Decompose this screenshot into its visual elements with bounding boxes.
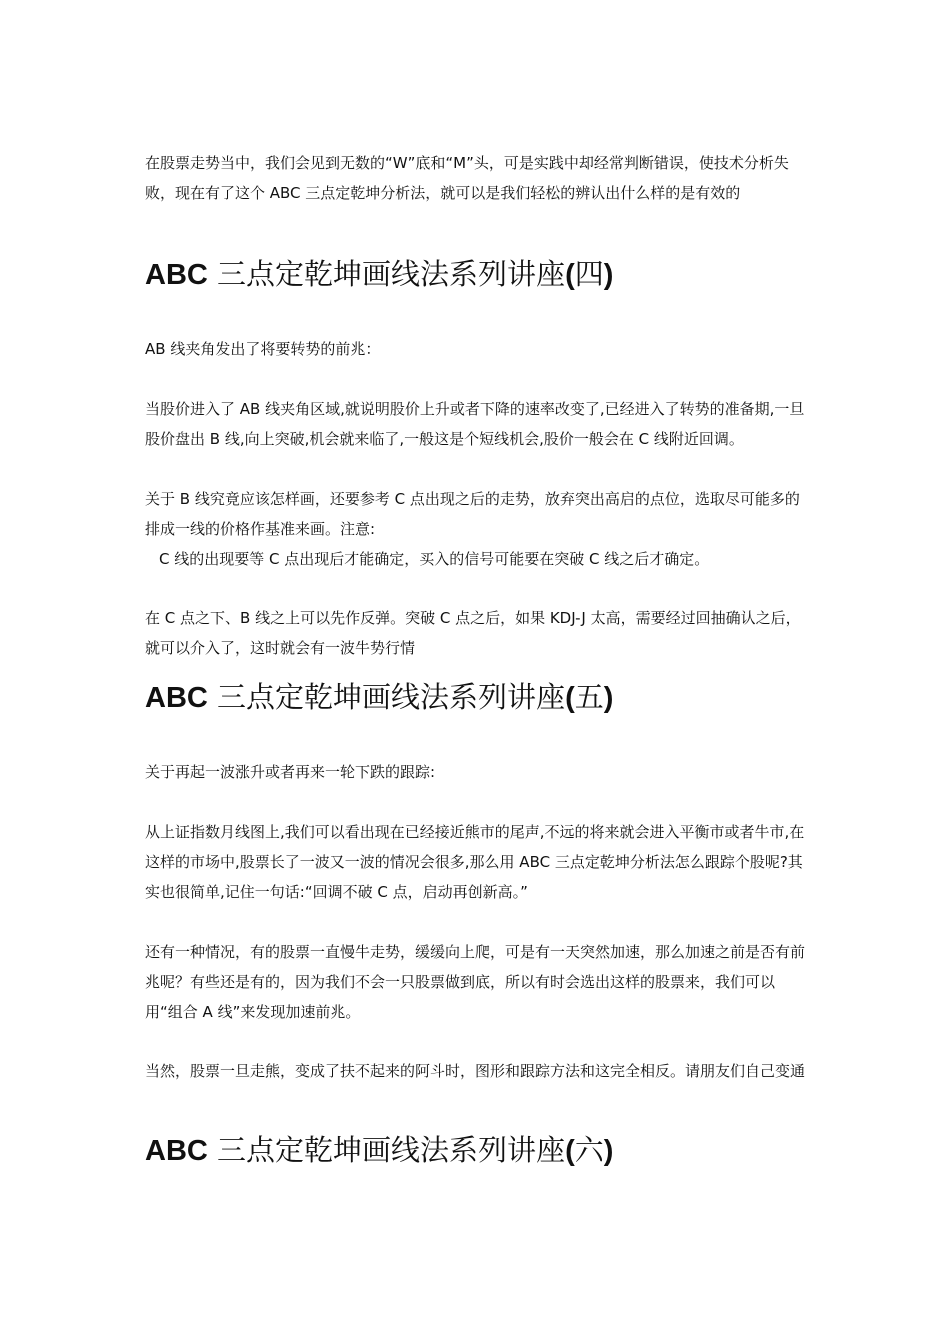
- section-5-paragraph-2: 还有一种情况，有的股票一直慢牛走势，缓缓向上爬，可是有一天突然加速，那么加速之前是否有前兆呢？有些还是有的，因为我们不会一只股票做到底，所以有时会选出这样的股票来，我们可以用“组合 A 线”来发现加速前兆。: [145, 943, 806, 1021]
- section-4-paragraph-1: 当股价进入了 AB 线夹角区域,就说明股价上升或者下降的速率改变了,已经进入了转势的准备期,一旦股价盘出 B 线,向上突破,机会就来临了,一般这是个短线机会,股价一般会在 C 线附近回调。: [145, 400, 805, 448]
- heading-number: 六: [574, 1133, 604, 1167]
- heading-number: 四: [574, 257, 604, 291]
- section-4-paragraph-3: C 线的出现要等 C 点出现后才能确定，买入的信号可能要在突破 C 线之后才确定。: [159, 550, 710, 568]
- section-heading-6: [145, 1130, 810, 1171]
- intro-paragraph: 在股票走势当中，我们会见到无数的“W”底和“M”头，可是实践中却经常判断错误，使技术分析失败，现在有了这个 ABC 三点定乾坤分析法，就可以是我们轻松的辨认出什么样的是有效的: [145, 154, 789, 202]
- heading-number: 五: [574, 680, 604, 714]
- section-5-paragraph-1: 从上证指数月线图上,我们可以看出现在已经接近熊市的尾声,不远的将来就会进入平衡市或者牛市,在这样的市场中,股票长了一波又一波的情况会很多,那么用 ABC 三点定乾坤分析法怎么跟踪个股呢?其实也很简单,记住一句话:“回调不破 C 点，启动再创新高。”: [145, 823, 805, 901]
- heading-paren-open: (: [565, 1135, 575, 1167]
- heading-title: 三点定乾坤画线法系列讲座: [207, 257, 566, 291]
- heading-paren-close: ): [603, 259, 614, 291]
- section-5-paragraph-3: 当然，股票一旦走熊，变成了扶不起来的阿斗时，图形和跟踪方法和这完全相反。请朋友们自己变通: [145, 1062, 806, 1080]
- section-4-paragraph-2: 关于 B 线究竟应该怎样画，还要参考 C 点出现之后的走势，放弃突出高启的点位，选取尽可能多的排成一线的价格作基准来画。注意:: [145, 490, 800, 538]
- heading-paren-close: ): [603, 1135, 614, 1167]
- section-4-paragraph-4: 在 C 点之下、B 线之上可以先作反弹。突破 C 点之后，如果 KDJ-J 太高，需要经过回抽确认之后，就可以介入了，这时就会有一波牛势行情: [145, 609, 801, 657]
- heading-paren-close: ): [603, 682, 614, 714]
- section-4-subtitle: AB 线夹角发出了将要转势的前兆：: [145, 340, 381, 358]
- section-heading-5: [145, 677, 810, 718]
- heading-title: 三点定乾坤画线法系列讲座: [207, 1133, 566, 1167]
- heading-latin: ABC: [145, 259, 208, 291]
- heading-paren-open: (: [565, 682, 575, 714]
- heading-paren-open: (: [565, 259, 575, 291]
- section-heading-4: [145, 254, 810, 295]
- heading-latin: ABC: [145, 682, 208, 714]
- heading-latin: ABC: [145, 1135, 208, 1167]
- section-5-subtitle: 关于再起一波涨升或者再来一轮下跌的跟踪:: [145, 763, 436, 781]
- heading-title: 三点定乾坤画线法系列讲座: [207, 680, 566, 714]
